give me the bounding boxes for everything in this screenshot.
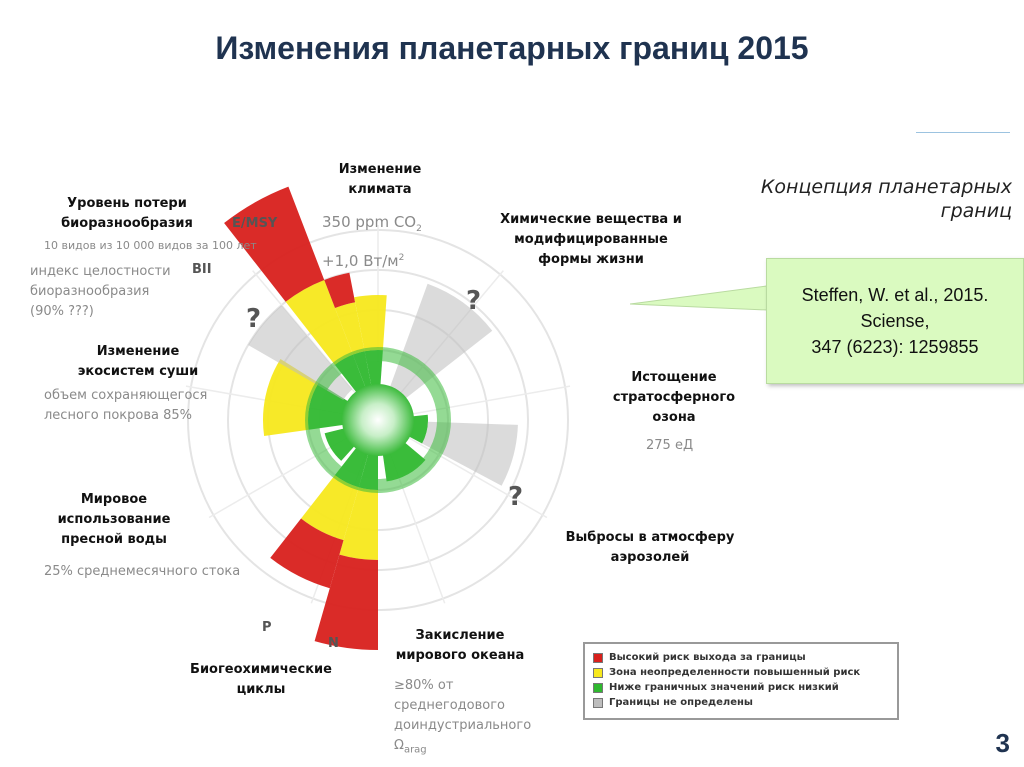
ocean-acidification-label: Закисление мирового океана <box>395 628 525 663</box>
ocean-acidification-note: ≥80% от среднегодового доиндустриального $\Omega_{arag}$ <box>394 678 532 756</box>
ozone-depletion-label: Истощение стратосферного озона <box>612 370 736 425</box>
land-system-note: объем сохраняющегося лесного покрова 85% <box>44 388 208 423</box>
climate-co2-value: 350 ppm $CO_2$ <box>322 213 422 234</box>
aerosols-uncertain-marker: ? <box>508 482 524 512</box>
aerosols-label: Выбросы в атмосферу аэрозолей <box>565 530 735 565</box>
biodiversity-rate: 10 видов из 10 000 видов за 100 лет <box>44 239 257 252</box>
legend-high-risk: Высокий риск выхода за границы <box>585 650 897 665</box>
nitrogen-marker: N <box>328 636 339 651</box>
biodiversity-integrity-note: индекс целостности биоразнообразия (90% ???) <box>30 264 171 319</box>
concept-line-1: Концепция планетарных <box>760 176 1012 198</box>
legend-uncertainty: Зона неопределенности повышенный риск <box>585 665 897 680</box>
citation-line-3: 347 (6223): 1259855 <box>811 337 979 357</box>
freshwater-note: 25% среднемесячного стока <box>44 564 241 579</box>
climate-change-label: Изменение климата <box>338 162 422 197</box>
red-swatch-icon <box>593 653 603 663</box>
grey-swatch-icon <box>593 698 603 708</box>
diagram-legend <box>583 642 899 720</box>
legend-undefined: Границы не определены <box>585 695 897 710</box>
green-swatch-icon <box>593 683 603 693</box>
page-title: Изменения планетарных границ 2015 <box>215 30 809 66</box>
land-uncertain-marker: ? <box>246 304 262 334</box>
phosphorus-marker: P <box>262 620 272 635</box>
page-number: 3 <box>995 728 1010 758</box>
citation-line-2: Sciense, <box>860 311 930 331</box>
chemicals-uncertain-marker: ? <box>466 286 482 316</box>
biogeochemical-label: Биогеохимические циклы <box>190 662 332 697</box>
bii-marker: BII <box>192 262 212 277</box>
concept-line-2: границ <box>940 200 1012 222</box>
ozone-value: 275 еД <box>646 438 694 453</box>
land-system-label: Изменение экосистем суши <box>77 344 199 379</box>
citation-line-1: Steffen, W. et al., 2015. <box>801 285 989 305</box>
novel-entities-label: Химические вещества и модифицированные формы жизни <box>500 212 682 267</box>
emsy-marker: E/MSY <box>232 216 278 231</box>
biodiversity-label: Уровень потери биоразнообразия <box>61 196 193 231</box>
yellow-swatch-icon <box>593 668 603 678</box>
freshwater-label: Мировое использование пресной воды <box>57 492 171 547</box>
center-core <box>342 384 414 456</box>
legend-safe: Ниже граничных значений риск низкий <box>585 680 897 695</box>
climate-forcing-value: +1,0 $Вт/м^2$ <box>322 252 405 270</box>
